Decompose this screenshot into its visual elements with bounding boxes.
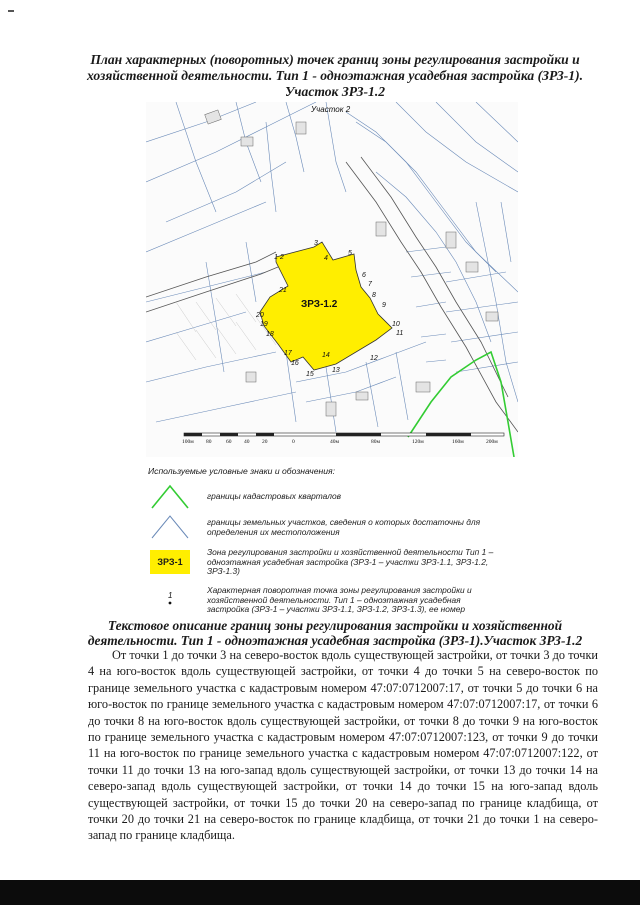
point-label: 11 bbox=[396, 330, 404, 337]
scale-label: 80 bbox=[206, 439, 212, 445]
scan-bottom-bar bbox=[0, 880, 640, 905]
section-subtitle: Текстовое описание границ зоны регулирования застройки и хозяйственной деятельности. Тип 1 - одноэтажная усадебная застройка (ЗРЗ-1).Участок ЗРЗ-1.2 bbox=[87, 618, 583, 648]
page-title: План характерных (поворотных) точек границ зоны регулирования застройки и хозяйственной деятельности. Тип 1 - одноэтажная усадебная застройка (ЗРЗ-1). Участок ЗРЗ-1.2 bbox=[86, 52, 584, 99]
zone-swatch: ЗРЗ-1 bbox=[150, 550, 190, 574]
point-label: 4 bbox=[324, 255, 328, 262]
point-label: 9 bbox=[382, 302, 386, 309]
point-label: 21 bbox=[279, 287, 287, 294]
point-label: 19 bbox=[260, 321, 268, 328]
point-label: 7 bbox=[368, 281, 372, 288]
point-label: 3 bbox=[314, 240, 318, 247]
point-label: 13 bbox=[332, 367, 340, 374]
cadastral-map bbox=[146, 102, 518, 457]
point-label: 8 bbox=[372, 292, 376, 299]
legend-item-parcels bbox=[150, 514, 570, 540]
boundary-description: От точки 1 до точки 3 на северо-восток вдоль существующей застройки, от точки 3 до точки 4 на юго-восток вдоль существующей застройки, от точки 4 до точки 5 на северо-восток по границе земельного участка с кадастровым номером 47:07:0712007:17, от точки 5 до точки 6 на юго-восток по границе земельного участка с кадастровым номером 47:07:0712007:17, от точки 6 до точки 8 на юго-восток вдоль существующей застройки, от точки 8 до точки 9 на юго-восток по границе земельного участка с кадастровым номером 47:07:0712007:123, от точки 9 до точки 11 на юго-восток по границе земельного участка с кадастровым номером 47:07:0712007:122, от точки 11 до точки 13 на юго-запад вдоль существующей застройки, от точки 13 до точки 14 на северо-запад вдоль существующей застройки, от точки 14 до точки 15 на юго-запад вдоль существующей застройки, от точки 15 до точки 20 на северо-запад по границе кладбища, от точки 20 до точки 21 на северо-восток по границе кладбища, от точки 21 до точки 1 на северо-запад по границе кладбища. bbox=[88, 648, 598, 843]
legend-item-point bbox=[150, 584, 570, 614]
scale-label: 200м bbox=[486, 439, 498, 445]
point-label: 17 bbox=[284, 350, 292, 357]
legend-item-quarter bbox=[150, 484, 570, 510]
point-marker-icon bbox=[150, 584, 190, 610]
legend-text: Зона регулирования застройки и хозяйственной деятельности Тип 1 – одноэтажная усадебная застройка (ЗРЗ-1 – участки ЗРЗ-1.1, ЗРЗ-1.2, ЗРЗ-1.3) bbox=[207, 547, 494, 577]
point-label: 20 bbox=[256, 312, 264, 319]
point-label: 5 bbox=[348, 250, 352, 257]
blue-line-icon bbox=[150, 514, 190, 540]
scale-label: 80м bbox=[371, 439, 380, 445]
point-label: 18 bbox=[266, 331, 274, 338]
legend-heading: Используемые условные знаки и обозначения: bbox=[148, 466, 335, 476]
scale-label: 0 bbox=[292, 439, 295, 445]
scale-label: 60 bbox=[226, 439, 232, 445]
legend-text: границы земельных участков, сведения о которых достаточны для определения их местоположения bbox=[207, 517, 481, 537]
scale-label: 40м bbox=[330, 439, 339, 445]
zone-label: ЗРЗ-1.2 bbox=[301, 299, 338, 310]
legend-item-zone bbox=[150, 547, 570, 580]
scale-label: 20 bbox=[262, 439, 268, 445]
point-label: 15 bbox=[306, 371, 314, 378]
point-label: 16 bbox=[291, 360, 299, 367]
scale-label: 120м bbox=[412, 439, 424, 445]
point-label: 10 bbox=[392, 321, 400, 328]
scale-label: 40 bbox=[244, 439, 250, 445]
legend-text: Характерная поворотная точка зоны регулирования застройки и хозяйственной деятельности. Тип 1 – одноэтажная усадебная застройка (ЗРЗ-1 – участки ЗРЗ-1.1, ЗРЗ-1.2, ЗРЗ-1.3), ее номер bbox=[207, 585, 472, 615]
area-label: Участок 2 bbox=[311, 105, 351, 114]
legend-text: границы кадастровых кварталов bbox=[207, 491, 341, 501]
point-label: 6 bbox=[362, 272, 366, 279]
point-marker-label: 1 bbox=[168, 591, 173, 600]
point-label: 12 bbox=[370, 355, 378, 362]
scale-label: 160м bbox=[452, 439, 464, 445]
green-line-icon bbox=[150, 484, 190, 510]
point-label: 1 bbox=[274, 254, 278, 261]
scan-mark bbox=[8, 10, 14, 12]
point-label: 2 bbox=[280, 254, 284, 261]
point-label: 14 bbox=[322, 352, 330, 359]
scale-label: 100м bbox=[182, 439, 194, 445]
